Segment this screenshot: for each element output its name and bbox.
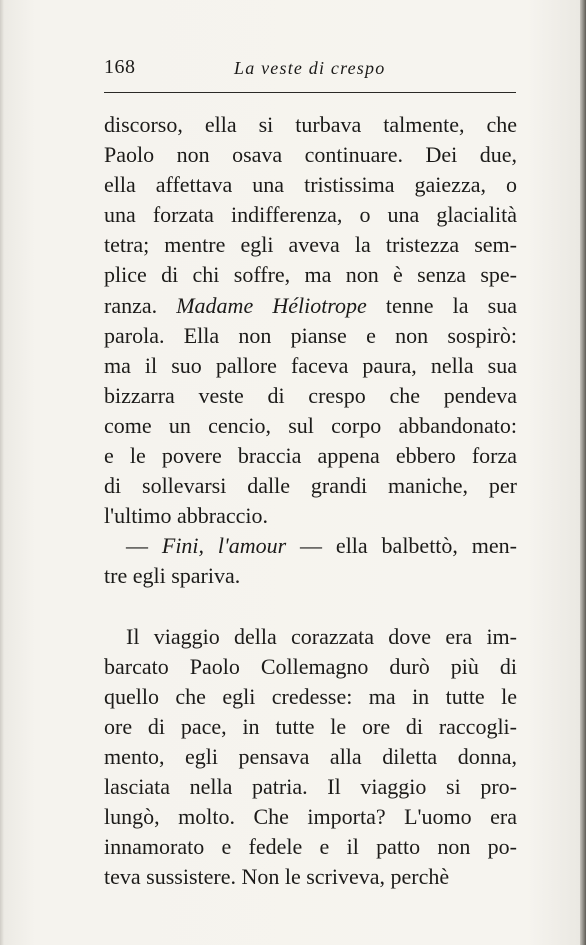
- text-line: una forzata indifferenza, o una glacialità: [104, 202, 517, 228]
- text-run: plice di chi soffre, ma non è senza spe-: [104, 262, 517, 288]
- text-line: bizzarra veste di crespo che pendeva: [104, 382, 517, 408]
- paragraph: [104, 531, 517, 591]
- text-line: mento, egli pensava alla diletta donna,: [104, 743, 517, 769]
- page-left-edge: [0, 0, 4, 945]
- header-rule: [104, 92, 516, 93]
- text-line: parola. Ella non pianse e non sospirò:: [104, 322, 517, 348]
- body-text: [104, 110, 517, 892]
- text-line: tetra; mentre egli aveva la tristezza sem-: [104, 232, 517, 258]
- page-right-edge: [580, 0, 586, 945]
- text-line: come un cencio, sul corpo abbandonato:: [104, 412, 517, 438]
- text-run: —: [126, 533, 162, 559]
- text-line: ore di pace, in tutte le ore di raccogli-: [104, 713, 517, 739]
- page-number: 168: [104, 56, 136, 78]
- text-run: ranza.: [104, 292, 177, 318]
- text-line: Il viaggio della corazzata dove era im-: [126, 623, 517, 649]
- text-line: barcato Paolo Collemagno durò più di: [104, 653, 517, 679]
- text-line: e le povere braccia appena ebbero forza: [104, 443, 517, 469]
- text-line: teva sussistere. Non le scriveva, perchè: [104, 864, 450, 890]
- text-line: Paolo non osava continuare. Dei due,: [104, 142, 517, 168]
- paragraph: [104, 110, 517, 531]
- italic-text-run: Madame Héliotrope: [176, 292, 367, 318]
- page-header: [104, 56, 516, 86]
- text-line: tre egli spariva.: [104, 563, 241, 589]
- text-line: lungò, molto. Che importa? L'uomo era: [104, 804, 517, 830]
- text-run: tenne la sua: [366, 292, 517, 318]
- text-run: — ella balbettò, men-: [286, 533, 518, 559]
- italic-text-run: Fini, l'amour: [161, 533, 287, 559]
- section-gap: [104, 592, 517, 622]
- text-line: discorso, ella si turbava talmente, che: [104, 112, 517, 137]
- text-line: ella affettava una tristissima gaiezza, o: [104, 172, 517, 198]
- text-line: [104, 531, 517, 561]
- text-line: [104, 260, 517, 290]
- text-line: lasciata nella patria. Il viaggio si pro-: [104, 773, 517, 799]
- running-title: La veste di crespo: [234, 58, 386, 78]
- text-line: [104, 291, 517, 321]
- text-line: l'ultimo abbraccio.: [104, 503, 269, 529]
- text-line: innamorato e fedele e il patto non po-: [104, 834, 517, 860]
- paragraph: [104, 622, 517, 893]
- text-line: quello che egli credesse: ma in tutte le: [104, 683, 517, 709]
- text-line: di sollevarsi dalle grandi maniche, per: [104, 473, 517, 499]
- text-line: ma il suo pallore faceva paura, nella sua: [104, 352, 517, 378]
